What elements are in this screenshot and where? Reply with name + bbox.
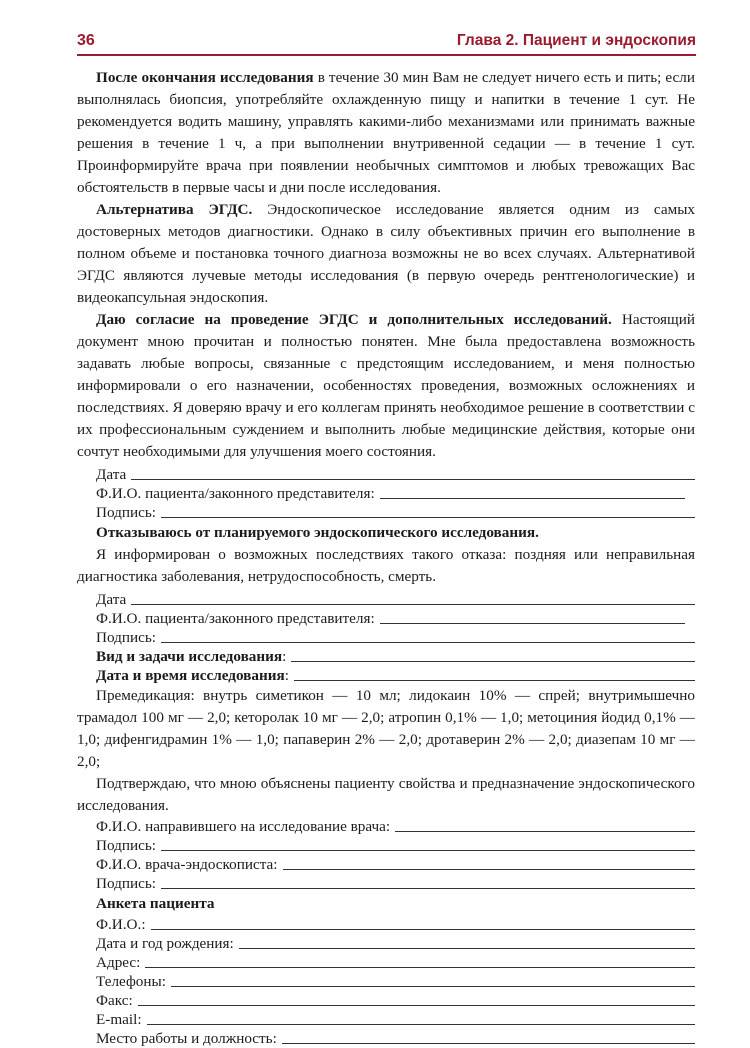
referring-signature-field[interactable]: [77, 836, 695, 855]
consent-date-line[interactable]: [131, 479, 695, 480]
page-header: [77, 30, 696, 56]
questionnaire-email-label: E-mail:: [96, 1011, 142, 1028]
refusal-heading: Отказываюсь от планируемого эндоскопического исследования.: [96, 524, 539, 541]
questionnaire-birth-field[interactable]: [77, 934, 695, 953]
questionnaire-fio-line[interactable]: [151, 929, 695, 930]
consent-date-label: Дата: [96, 466, 127, 483]
consent-patient-name-label: Ф.И.О. пациента/законного представителя:: [96, 485, 375, 502]
endoscopist-signature-label: Подпись:: [96, 875, 156, 892]
exam-datetime-line[interactable]: [294, 680, 695, 681]
questionnaire-fax-line[interactable]: [138, 1005, 695, 1006]
questionnaire-fax-label: Факс:: [96, 992, 133, 1009]
consent-patient-name-line[interactable]: [380, 498, 685, 499]
refusal-paragraph: Я информирован о возможных последствиях такого отказа: поздняя или неправильная диагностика заболевания, нетрудоспособность, смерть.: [77, 546, 695, 585]
consent-text: Настоящий документ мною прочитан и полностью понятен. Мне была предоставлена возможность задавать любые вопросы, связанные с предстоящим исследованием, и меня полностью информировали о его назначении, особенностях проведения, возможных осложнениях и последствиях. Я доверяю врачу и его коллегам принять необходимое решение в соответствии с их профессиональным суждением и выполнить любые медицинские действия, которые они сочтут необходимыми для улучшения моего состояния.: [77, 311, 695, 460]
endoscopist-signature-field[interactable]: [77, 874, 695, 893]
questionnaire-email-field[interactable]: [77, 1010, 695, 1029]
consent-signature-line[interactable]: [161, 517, 695, 518]
refusal-date-line[interactable]: [131, 604, 695, 605]
alternative-paragraph: [77, 199, 695, 309]
referring-doctor-label: Ф.И.О. направившего на исследование врача:: [96, 818, 391, 835]
exam-type-field[interactable]: [77, 647, 695, 666]
endoscopist-field[interactable]: [77, 855, 695, 874]
page-number: 36: [77, 32, 95, 49]
questionnaire-fax-field[interactable]: [77, 991, 695, 1010]
referring-signature-line[interactable]: [161, 850, 695, 851]
questionnaire-heading: Анкета пациента: [96, 895, 215, 912]
alternative-text: Эндоскопическое исследование является одним из самых достоверных методов диагностики. Однако в силу объективных причин его выполнение в полном объеме и постановка точного диагноза возможны не во всех случаях. Альтернативой ЭГДС являются лучевые методы исследования (в первую очередь рентгенологические) и видеокапсульная эндоскопия.: [77, 201, 696, 306]
consent-date-field[interactable]: [77, 465, 695, 484]
consent-paragraph: [77, 309, 695, 463]
endoscopist-line[interactable]: [283, 869, 695, 870]
after-exam-paragraph: [77, 67, 695, 199]
referring-doctor-field[interactable]: [77, 817, 695, 836]
exam-type-text: Вид и задачи исследования: [96, 648, 283, 665]
refusal-signature-line[interactable]: [161, 642, 695, 643]
exam-type-label: [96, 647, 286, 666]
questionnaire-birth-line[interactable]: [239, 948, 695, 949]
premedication-paragraph: Премедикация: внутрь симетикон — 10 мл; лидокаин 10% — спрей; внутримышечно трамадол 100 мг — 2,0; кеторолак 10 мг — 2,0; атропин 0,1% — 1,0; метоциния йодид 0,1% — 1,0; дифенгидрамин 1% — 1,0; папаверин 2% — 2,0; дротаверин 2% — 2,0; диазепам 10 мг — 2,0;: [77, 687, 695, 770]
exam-datetime-label: [96, 666, 289, 685]
referring-doctor-line[interactable]: [395, 831, 695, 832]
refusal-date-field[interactable]: [77, 590, 695, 609]
exam-datetime-colon: :: [284, 667, 289, 684]
questionnaire-fio-label: Ф.И.О.:: [96, 916, 146, 933]
chapter-title: Глава 2. Пациент и эндоскопия: [456, 32, 696, 49]
consent-signature-label: Подпись:: [96, 504, 156, 521]
referring-signature-label: Подпись:: [96, 837, 156, 854]
consent-patient-name-field[interactable]: [77, 484, 695, 503]
questionnaire-phones-field[interactable]: [77, 972, 695, 991]
refusal-signature-label: Подпись:: [96, 629, 156, 646]
questionnaire-address-label: Адрес:: [96, 954, 141, 971]
document-body: [77, 67, 695, 1048]
questionnaire-fio-field[interactable]: [77, 915, 695, 934]
refusal-patient-name-field[interactable]: [77, 609, 695, 628]
questionnaire-birth-label: Дата и год рождения:: [96, 935, 234, 952]
after-exam-lead: После окончания исследования: [96, 69, 314, 86]
questionnaire-address-field[interactable]: [77, 953, 695, 972]
questionnaire-work-line[interactable]: [282, 1043, 695, 1044]
questionnaire-phones-label: Телефоны:: [96, 973, 166, 990]
questionnaire-work-label: Место работы и должность:: [96, 1030, 277, 1047]
endoscopist-signature-line[interactable]: [161, 888, 695, 889]
exam-datetime-field[interactable]: [77, 666, 695, 685]
confirmation-paragraph: Подтверждаю, что мною объяснены пациенту свойства и предназначение эндоскопического исследования.: [77, 775, 695, 814]
questionnaire-email-line[interactable]: [147, 1024, 695, 1025]
header-rule: [77, 54, 696, 56]
alternative-lead: Альтернатива ЭГДС.: [96, 201, 253, 218]
refusal-signature-field[interactable]: [77, 628, 695, 647]
consent-signature-field[interactable]: [77, 503, 695, 522]
questionnaire-work-field[interactable]: [77, 1029, 695, 1048]
exam-type-colon: :: [282, 648, 287, 665]
exam-type-line[interactable]: [291, 661, 695, 662]
refusal-patient-name-line[interactable]: [380, 623, 685, 624]
after-exam-text: в течение 30 мин Вам не следует ничего есть и пить; если выполнялась биопсия, употребляйте охлажденную пищу и напитки в течение 1 сут. Не рекомендуется водить машину, управлять какими-либо механизмами или принимать важные решения в течение 1 ч, а при выполнении внутривенной седации — в течение 1 сут. Проинформируйте врача при появлении необычных симптомов и любых тревожащих Вас обстоятельств в первые часы и дни после исследования.: [77, 69, 696, 196]
consent-lead: Даю согласие на проведение ЭГДС и дополнительных исследований.: [96, 311, 612, 328]
refusal-patient-name-label: Ф.И.О. пациента/законного представителя:: [96, 610, 375, 627]
questionnaire-phones-line[interactable]: [171, 986, 695, 987]
endoscopist-label: Ф.И.О. врача-эндоскописта:: [96, 856, 278, 873]
questionnaire-address-line[interactable]: [145, 967, 695, 968]
exam-datetime-text: Дата и время исследования: [96, 667, 285, 684]
refusal-date-label: Дата: [96, 591, 127, 608]
